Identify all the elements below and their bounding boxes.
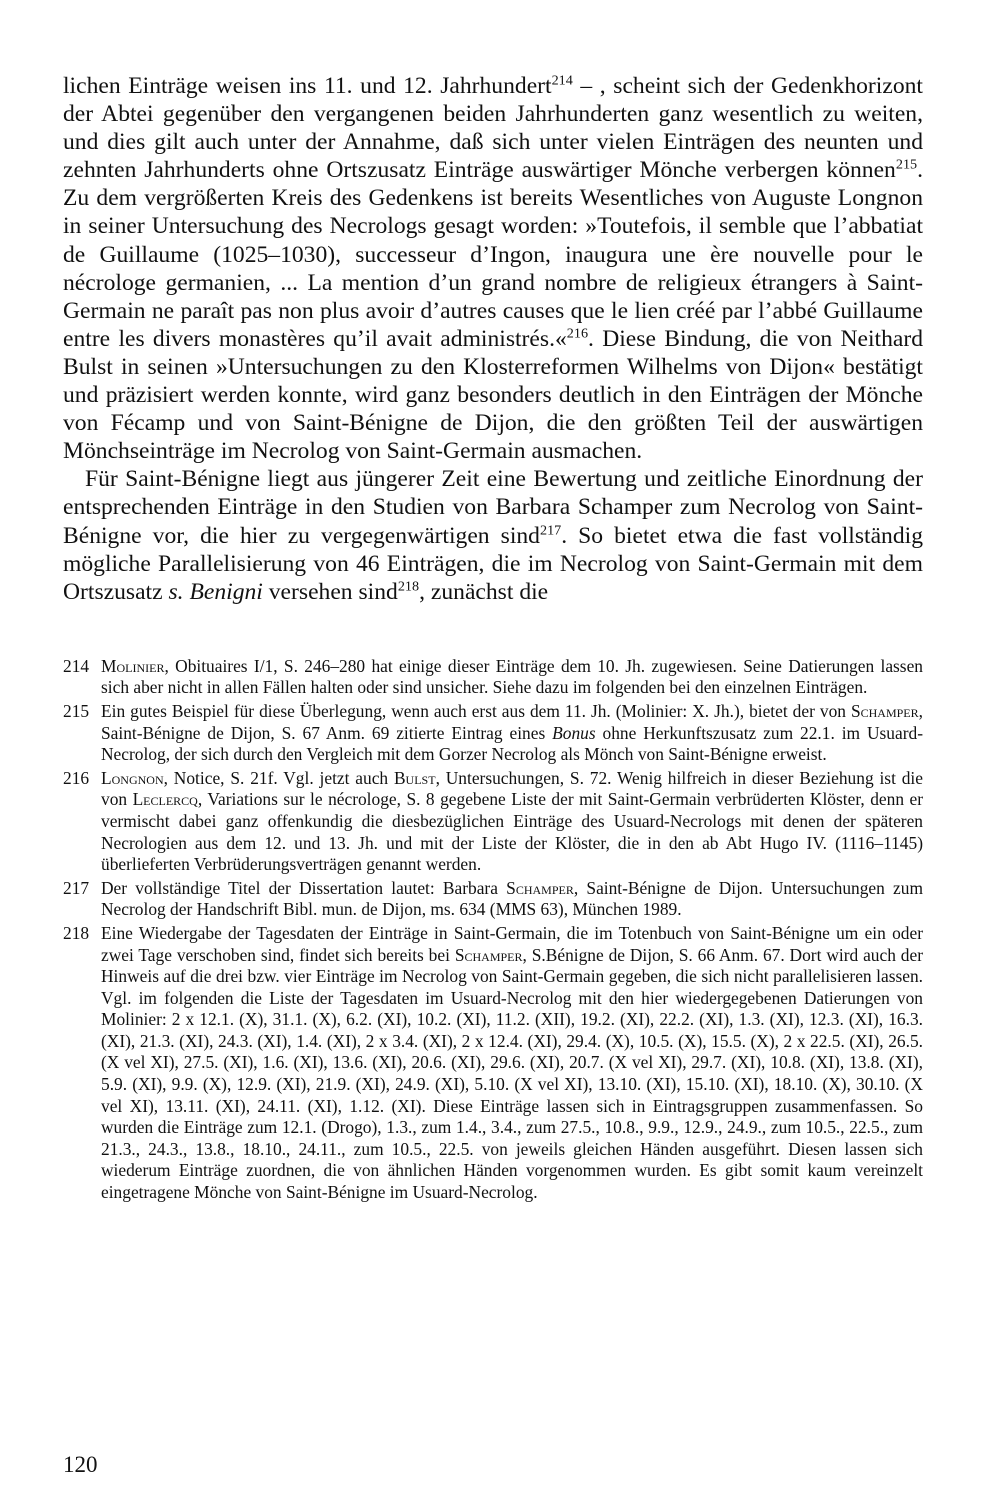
footnote-number: 216 xyxy=(63,767,90,788)
footnote-text xyxy=(101,768,923,876)
footnote-216 xyxy=(63,768,923,876)
footnote-217 xyxy=(63,878,923,921)
text-run: , Saint-Bénigne de Dijon, S. 67 Anm. 69 zitierte Eintrag eines xyxy=(101,700,923,743)
text-run: , Saint-Bénigne de Dijon. Untersuchungen zum Necrolog der Handschrift Bibl. mun. de Dijon, ms. 634 (MMS 63), München 1989. xyxy=(101,877,923,920)
author-name: Molinier xyxy=(101,655,165,676)
footnote-text xyxy=(101,656,923,699)
text-run: . Diese Bindung, die von Neithard Bulst in seinen »Untersuchungen zu den Klosterreformen Wilhelms von Dijon« bestätigt und präzisiert werden konnte, wird ganz besonders deutlich in den Einträgen der Mönche von Fécamp und von Saint-Bénigne de Dijon, die den größten Teil der auswärtigen Mönchseinträge im Necrolog von Saint-Germain ausmachen. xyxy=(63,325,924,465)
footnote-ref-217[interactable]: 217 xyxy=(539,522,562,539)
italic-text: s. Benigni xyxy=(168,578,263,605)
footnote-214 xyxy=(63,656,923,699)
footnote-number: 218 xyxy=(63,922,90,943)
author-name: Schamper xyxy=(850,700,919,721)
footnote-text xyxy=(101,878,923,921)
text-run: , Variations sur le nécrologe, S. 8 gegebene Liste der mit Saint-Germain verbrüderten Klöster, denn er vermischt dabei ganz offenkundig die diesbezüglichen Einträge des Usuard-Necrologs mit denen der späteren Necrologien aus dem 12. und 13. Jh. und mit der Liste der Klöster, die in den ab Abt Hugo IV. (1116–1145) überlieferten Verbrüderungsverträgen genannt werden. xyxy=(101,789,923,875)
footnote-text xyxy=(101,923,923,1204)
author-name: Leclercq xyxy=(132,789,198,810)
footnote-number: 217 xyxy=(63,877,90,898)
author-name: Schamper xyxy=(506,877,574,898)
footnote-ref-218[interactable]: 218 xyxy=(397,578,420,595)
text-run: versehen sind xyxy=(262,578,398,605)
text-run: – , scheint sich der Gedenkhorizont der Abtei gegenüber den vergangenen beiden Jahrhunderten ganz wesentlich zu weiten, und dies gilt auch unter der Annahme, daß sich unter vielen Einträgen des neunten und zehnten Jahrhunderts ohne Ortszusatz Einträge auswärtiger Mönche verbergen können xyxy=(63,73,923,184)
text-run: . So bietet etwa die fast vollständig mögliche Parallelisierung von 46 Einträgen, die im Necrolog von Saint-Germain mit dem Ortszusatz xyxy=(63,522,923,605)
text-run: , Untersuchungen, S. 72. Wenig hilfreich in dieser Beziehung ist die von xyxy=(101,767,923,810)
footnote-215 xyxy=(63,701,923,766)
page-content xyxy=(63,72,923,1206)
page-number: 120 xyxy=(63,1452,98,1477)
footnote-ref-215[interactable]: 215 xyxy=(895,156,918,173)
footnote-218 xyxy=(63,923,923,1204)
paragraph-2 xyxy=(63,465,923,605)
text-run: , Notice, S. 21f. Vgl. jetzt auch xyxy=(163,767,394,788)
text-run: Ein gutes Beispiel für diese Überlegung, wenn auch erst aus dem 11. Jh. (Molinier: X. Jh.), bietet der von xyxy=(101,700,851,721)
footnote-ref-214[interactable]: 214 xyxy=(551,72,573,89)
text-run: lichen Einträge weisen ins 11. und 12. Jahrhundert xyxy=(63,73,552,99)
footnote-number: 215 xyxy=(63,700,90,721)
footnote-text xyxy=(101,701,923,766)
text-run: Eine Wiedergabe der Tagesdaten der Einträge in Saint-Germain, die im Totenbuch von Saint-Bénigne um ein oder zwei Tage verschoben sind, findet sich bereits bei xyxy=(101,922,923,965)
author-name: Bulst xyxy=(393,767,436,788)
text-run: ohne Herkunftszusatz zum 22.1. im Usuard-Necrolog, der sich durch den Vergleich mit dem Gorzer Necrolog als Mönch von Saint-Bénigne erweist. xyxy=(101,722,923,765)
author-name: Longnon xyxy=(101,767,164,788)
text-run: Der vollständige Titel der Dissertation lautet: Barbara xyxy=(101,877,507,898)
text-run: , S.Bénigne de Dijon, S. 66 Anm. 67. Dort wird auch der Hinweis auf die drei bzw. vier Einträge im Necrolog von Saint-Germain gegeben, die sich nicht parallelisieren lassen. Vgl. im folgenden die Liste der Tagesdaten im Usuard-Necrolog mit den hier wiedergegebenen Datierungen von Molinier: 2 x 12.1. (X), 31.1. (X), 6.2. (XI), 10.2. (XI), 11.2. (XII), 19.2. (XI), 22.2. (XI), 1.3. (XI), 12.3. (XI), 16.3. (XI), 21.3. (XI), 24.3. (XI), 1.4. (XI), 2 x 3.4. (XI), 2 x 12.4. (XI), 29.4. (X), 10.5. (X), 15.5. (X), 2 x 22.5. (XI), 26.5. (X vel XI), 27.5. (XI), 1.6. (XI), 13.6. (XI), 20.6. (XI), 29.6. (XI), 20.7. (X vel XI), 29.7. (XI), 10.8. (XI), 13.8. (XI), 5.9. (XI), 9.9. (X), 12.9. (XI), 21.9. (XI), 24.9. (XI), 5.10. (X vel XI), 13.10. (XI), 15.10. (XI), 18.10. (X), 30.10. (X vel XI), 13.11. (XI), 24.11. (XI), 1.12. (XI). Diese Einträge lassen sich in Eintragsgruppen zusammenfassen. So wurden die Einträge zum 12.1. (Drogo), 1.3., zum 1.4., 3.4., zum 27.5., 10.8., 9.9., 12.9., 24.9., zum 10.5., 22.5., zum 21.3., 24.3., 13.8., 18.10., 24.11., zum 10.5., 22.5. von jeweils gleichen Händen ausgeführt. Diesen lassen sich wiederum Einträge zuordnen, die von ähnlichen Händen vorgenommen wurden. Es gibt somit kaum vereinzelt eingetragene Mönche von Saint-Bénigne im Usuard-Necrolog. xyxy=(101,944,923,1203)
footnote-ref-216[interactable]: 216 xyxy=(566,325,589,342)
text-run: , zunächst die xyxy=(419,578,549,605)
text-run: . Zu dem vergrößerten Kreis des Gedenkens ist bereits Wesentliches von Auguste Longnon in seiner Untersuchung des Necrologs gesagt worden: »Toutefois, il semble que l’abbatiat de Guillaume (1025–1030), successeur d’Ingon, inaugura une ère nouvelle pour le nécrologe germanien, ... La mention d’un grand nombre de religieux étrangers à Saint-Germain ne paraît pas non plus avoir d’autres causes que le lien créé par l’abbé Guillaume entre les divers monastères qu’il avait administrés.« xyxy=(63,157,923,352)
paragraph-1 xyxy=(63,72,923,465)
footnote-number: 214 xyxy=(63,655,90,676)
main-text xyxy=(63,72,923,606)
text-run: Für Saint-Bénigne liegt aus jüngerer Zeit eine Bewertung und zeitliche Einordnung der entsprechenden Einträge in den Studien von Barbara Schamper zum Necrolog von Saint-Bénigne vor, die hier zu vergegenwärtigen sind xyxy=(63,466,923,549)
text-run: , Obituaires I/1, S. 246–280 hat einige dieser Einträge dem 10. Jh. zugewiesen. Seine Datierungen lassen sich aber nicht in allen Fällen halten oder sind unsicher. Siehe dazu im folgenden bei den einzelnen Einträgen. xyxy=(101,655,923,698)
italic-text: Bonus xyxy=(552,722,596,743)
footnotes xyxy=(63,656,923,1204)
author-name: Schamper xyxy=(454,944,523,965)
